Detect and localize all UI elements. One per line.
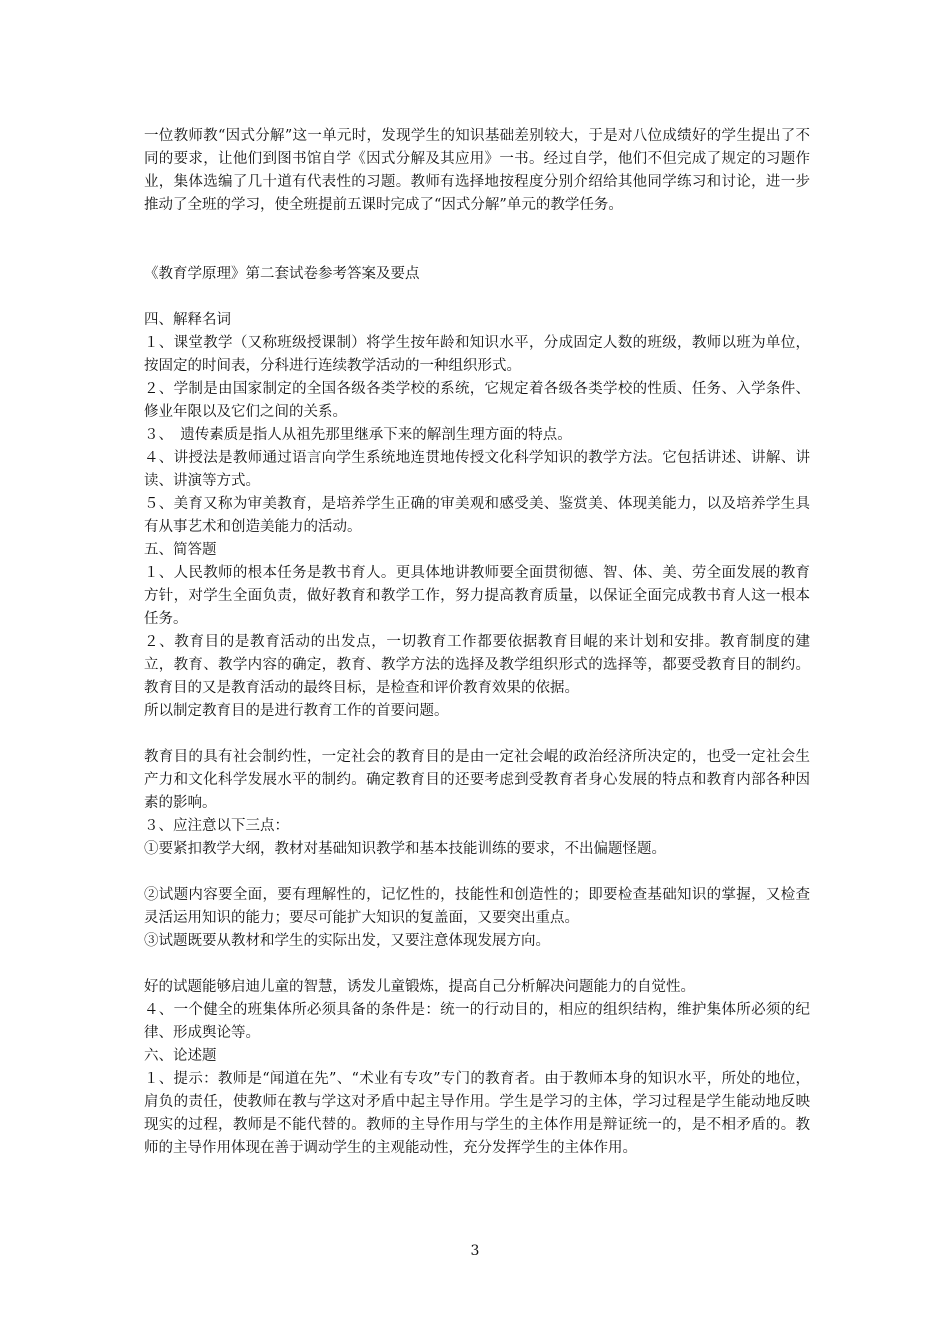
answer-item: ２、教育目的是教育活动的出发点，一切教育工作都要依据教育目崐的来计划和安排。教育制度的建立，教育、教学内容的确定，教育、教学方法的选择及教学组织形式的选择等，都要受教育目的制约。教育目的又是教育活动的最终目标，是检查和评价教育效果的依据。 [144, 634, 810, 696]
spacer [144, 723, 810, 746]
answer-paragraph: 教育目的具有社会制约性，一定社会的教育目的是由一定社会崐的政治经济所决定的，也受一定社会生产力和文化科学发展水平的制约。确定教育目的还要考虑到受教育者身心发展的特点和教育内部各种因素的影响。 [144, 749, 810, 811]
answer-subitem: ②试题内容要全面，要有理解性的，记忆性的，技能性和创造性的；即要检查基础知识的掌握，又检查灵活运用知识的能力；要尽可能扩大知识的复盖面，又要突出重点。 [144, 887, 810, 926]
answer-subitem: ①要紧扣教学大纲，教材对基础知识教学和基本技能训练的要求，不出偏题怪题。 [144, 841, 666, 857]
answer-item: ４、一个健全的班集体所必须具备的条件是：统一的行动目的，相应的组织结构，维护集体所必须的纪律、形成舆论等。 [144, 1002, 810, 1041]
spacer [144, 217, 810, 263]
answer-subitem: ③试题既要从教材和学生的实际出发，又要注意体现发展方向。 [144, 933, 550, 949]
answer-paragraph: 好的试题能够启迪儿童的智慧，诱发儿童锻炼，提高自己分析解决问题能力的自觉性。 [144, 979, 695, 995]
section-heading-definitions: 四、解释名词 [144, 312, 231, 328]
spacer [144, 861, 810, 884]
definition-item: ３、 遗传素质是指人从祖先那里继承下来的解剖生理方面的特点。 [144, 427, 572, 443]
definition-item: ５、美育又称为审美教育，是培养学生正确的审美观和感受美、鉴赏美、体现美能力，以及培养学生具有从事艺术和创造美能力的活动。 [144, 496, 810, 535]
definition-item: ２、学制是由国家制定的全国各级各类学校的系统，它规定着各级各类学校的性质、任务、入学条件、修业年限以及它们之间的关系。 [144, 381, 810, 420]
answer-continuation: 所以制定教育目的是进行教育工作的首要问题。 [144, 703, 449, 719]
spacer [144, 286, 810, 309]
section-heading-short-answer: 五、简答题 [144, 542, 217, 558]
answer-item: ３、应注意以下三点： [144, 818, 289, 834]
definition-item: ４、讲授法是教师通过语言向学生系统地连贯地传授文化科学知识的教学方法。它包括讲述、讲解、讲读、讲演等方式。 [144, 450, 810, 489]
essay-item: １、提示：教师是“闻道在先”、“术业有专攻”专门的教育者。由于教师本身的知识水平，所处的地位，肩负的责任，使教师在教与学这对矛盾中起主导作用。学生是学习的主体，学习过程是学生能动地反映现实的过程，教师是不能代替的。教师的主导作用与学生的主体作用是辩证统一的，是不相矛盾的。教师的主导作用体现在善于调动学生的主观能动性，充分发挥学生的主体作用。 [144, 1071, 810, 1156]
section-heading-essay: 六、论述题 [144, 1048, 217, 1064]
answer-item: １、人民教师的根本任务是教书育人。更具体地讲教师要全面贯彻德、智、体、美、劳全面发展的教育方针，对学生全面负责，做好教育和教学工作，努力提高教育质量，以保证全面完成教书育人这一根本任务。 [144, 565, 810, 627]
intro-paragraph: 一位教师教“因式分解”这一单元时，发现学生的知识基础差别较大，于是对八位成绩好的学生提出了不同的要求，让他们到图书馆自学《因式分解及其应用》一书。经过自学，他们不但完成了规定的习题作业，集体选编了几十道有代表性的习题。教师有选择地按程度分别介绍给其他同学练习和讨论，进一步推动了全班的学习，使全班提前五课时完成了“因式分解”单元的教学任务。 [144, 128, 810, 213]
spacer [144, 953, 810, 976]
page-number: 3 [470, 1243, 480, 1259]
definition-item: １、课堂教学（又称班级授课制）将学生按年龄和知识水平，分成固定人数的班级，教师以班为单位，按固定的时间表，分科进行连续教学活动的一种组织形式。 [144, 335, 810, 374]
page-content [144, 125, 810, 1160]
document-title: 《教育学原理》第二套试卷参考答案及要点 [144, 266, 420, 282]
